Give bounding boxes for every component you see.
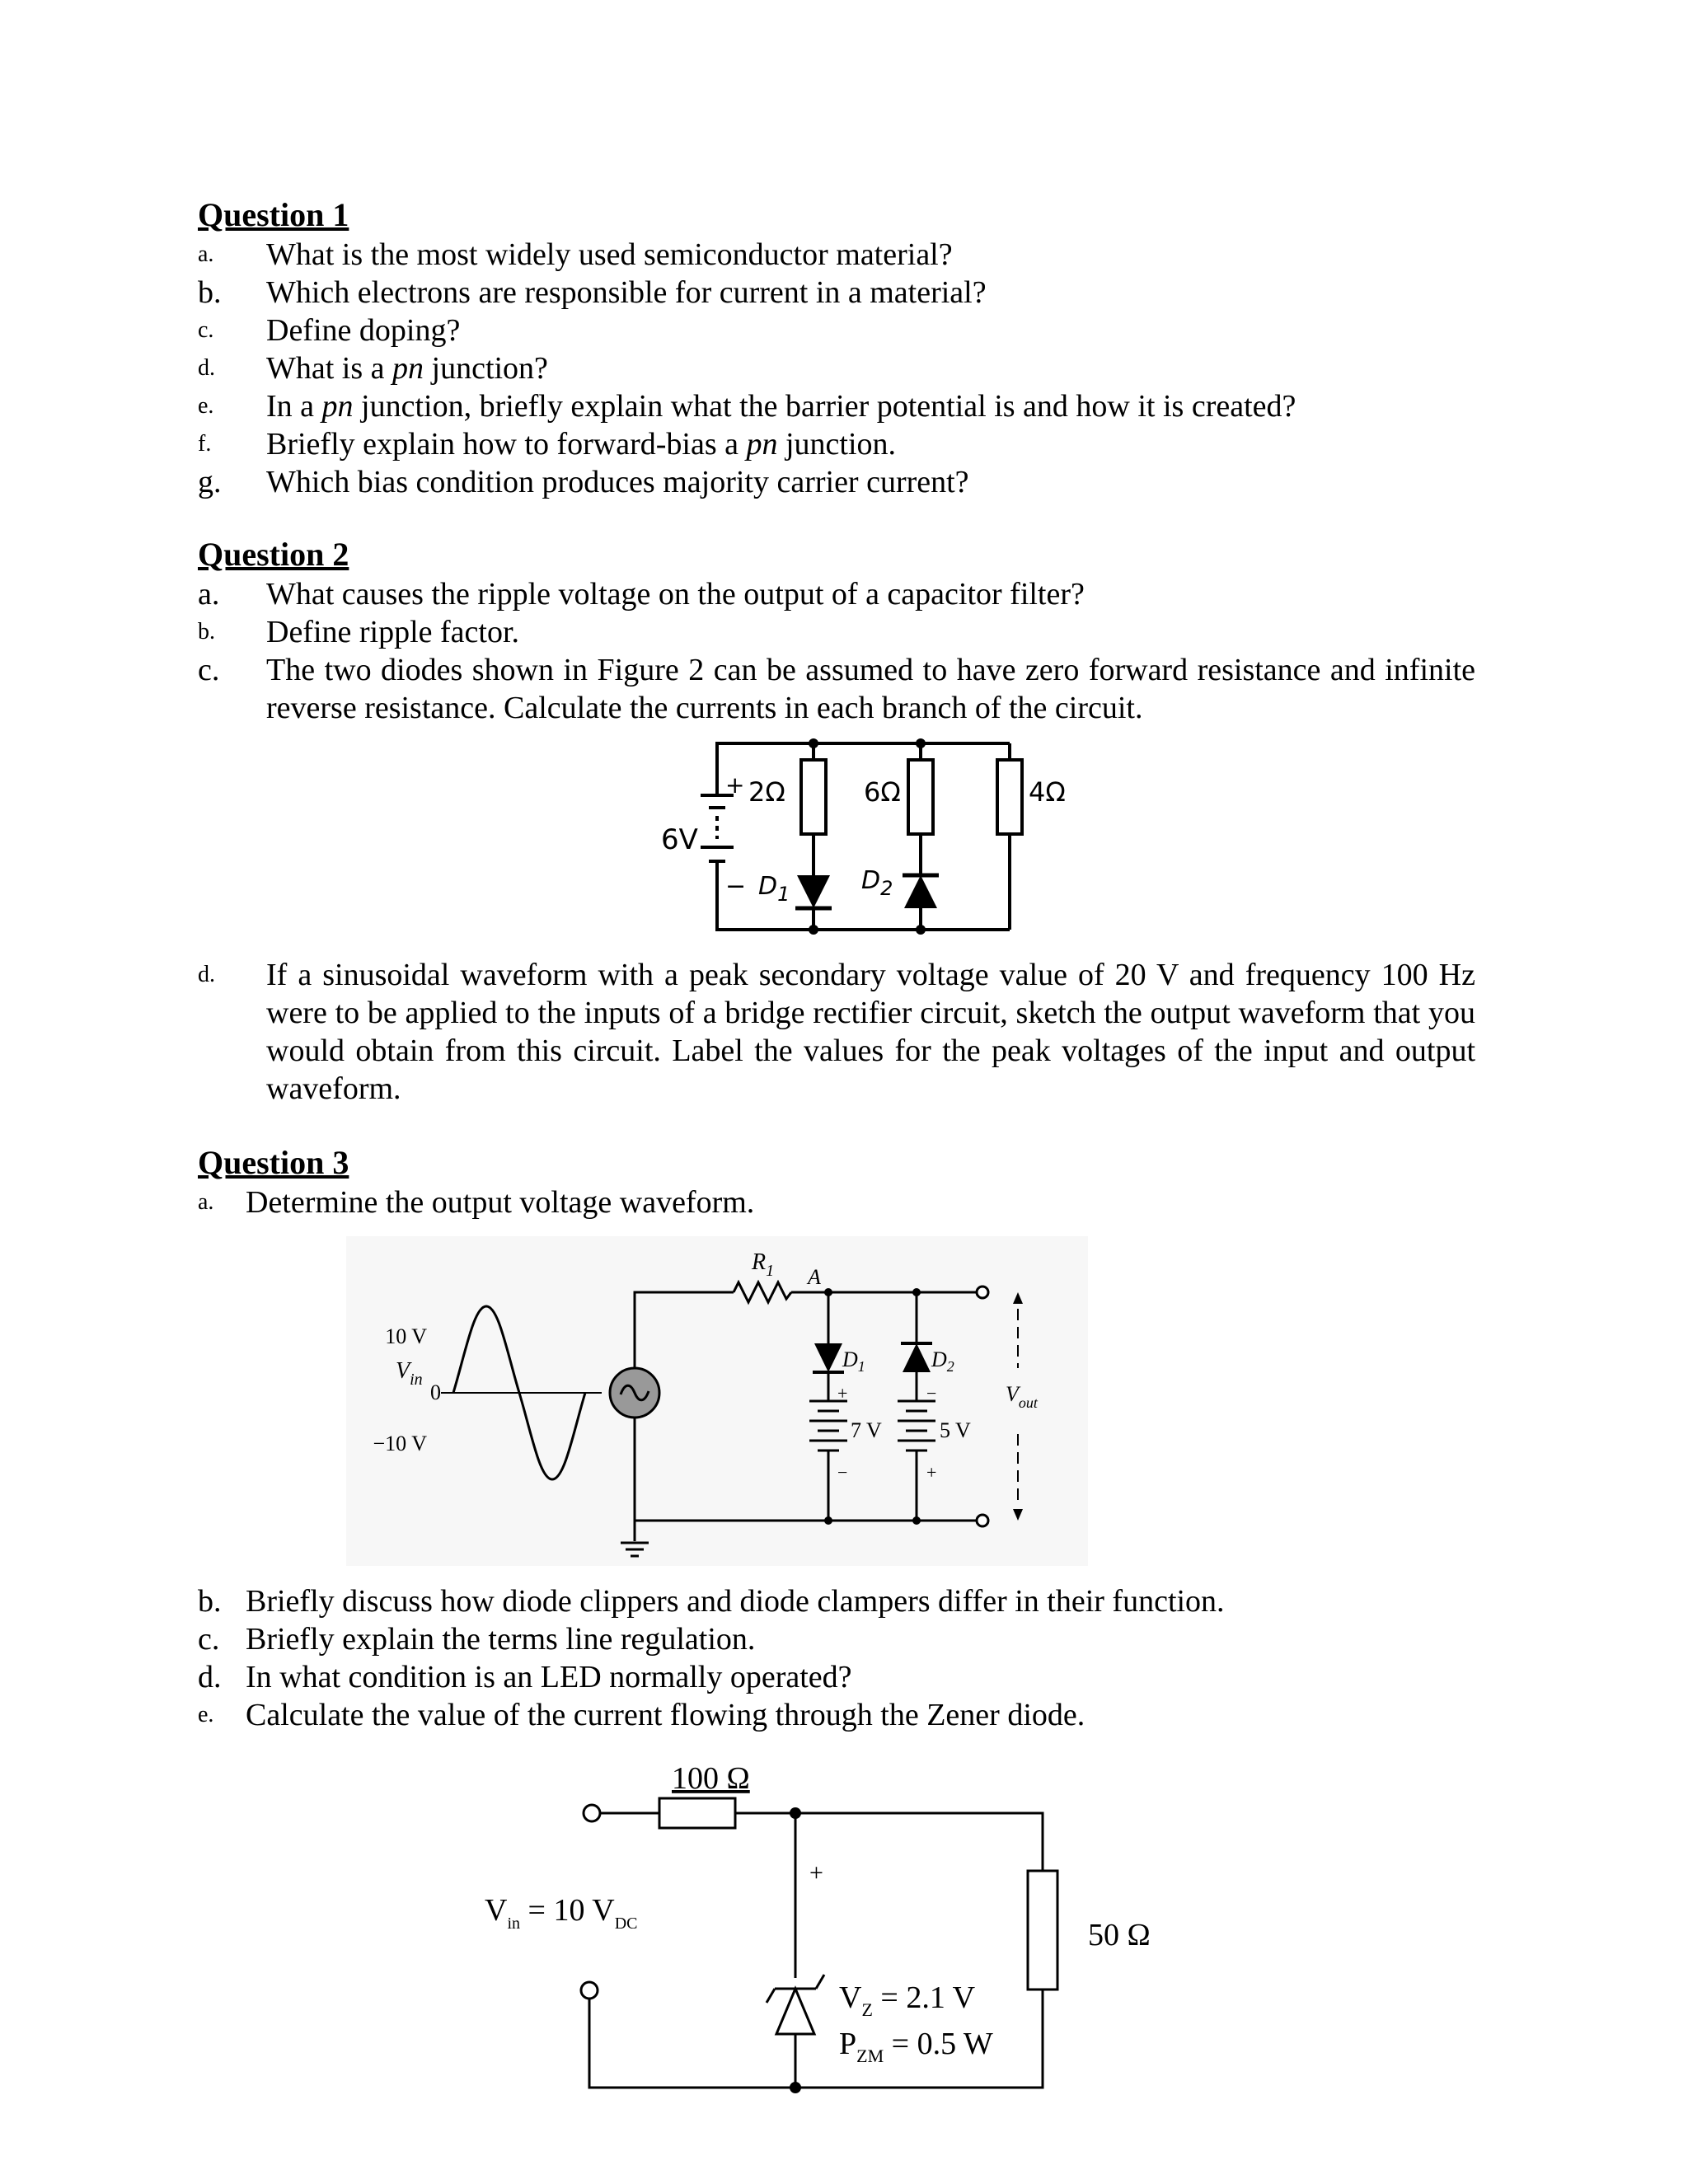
resistor-6-ohm: [908, 760, 933, 834]
q1-item-d: [198, 349, 1475, 387]
q2-item-a: [198, 575, 1475, 613]
figure-3e-zener-circuit: [462, 1755, 1187, 2110]
item-text: If a sinusoidal waveform with a peak secondary voltage value of 20 V and frequency 100 Hz were to be applied to the inputs of a bridge rectifier circuit, sketch the output waveform that you would obtain from this circuit. Label the values for the peak voltages of the input and output waveform.: [266, 958, 1475, 1106]
battery-minus-sign: −: [725, 872, 747, 901]
vin-zero: 0: [430, 1380, 441, 1404]
item-letter: f.: [198, 431, 212, 457]
circuit-wires: [717, 743, 1010, 930]
item-letter: d.: [198, 962, 215, 987]
item-letter: a.: [198, 577, 220, 612]
ac-source: [610, 1368, 659, 1418]
battery-label: 6V: [661, 823, 698, 856]
item-text: In what condition is an LED normally operated?: [246, 1660, 852, 1694]
diode-d2: [903, 875, 939, 908]
item-text: Briefly explain the terms line regulation.: [246, 1622, 756, 1657]
battery-plus-sign: +: [725, 771, 745, 799]
q3-item-c: [198, 1620, 1475, 1658]
q1-item-a: [198, 236, 1475, 274]
zener-diode: [767, 1975, 824, 2034]
vin-label: $V_{in}$: [396, 1358, 423, 1389]
resistor-50-ohm-label: 50 Ω: [1088, 1918, 1151, 1952]
vin-peak-negative: −10 V: [373, 1432, 427, 1455]
input-terminal-top: [584, 1805, 600, 1821]
item-text: Briefly explain how to forward-bias a pn junction.: [266, 427, 897, 462]
question-3-title: Question 3: [198, 1144, 349, 1181]
battery-5v-minus: −: [926, 1383, 937, 1404]
question-1-title: Question 1: [198, 196, 349, 233]
q3-item-d: [198, 1658, 1475, 1696]
figure-background: [346, 1236, 1088, 1566]
resistor-4-ohm-label: 4Ω: [1029, 776, 1066, 808]
resistor-100-ohm: [659, 1798, 735, 1828]
item-letter: c.: [198, 653, 220, 687]
item-text: Calculate the value of the current flowing through the Zener diode.: [246, 1698, 1085, 1732]
item-letter: e.: [198, 1702, 214, 1727]
q2-item-b: [198, 613, 1475, 651]
item-letter: b.: [198, 275, 222, 310]
d1-label: $D_1$: [842, 1347, 865, 1375]
resistor-100-ohm-label: 100 Ω: [672, 1761, 750, 1796]
item-letter: b.: [198, 619, 215, 644]
q2-item-d: [198, 956, 1475, 1108]
resistor-4-ohm: [997, 760, 1022, 834]
q3-item-e: [198, 1696, 1475, 1734]
battery-5v-plus: +: [926, 1462, 937, 1483]
figure-2-circuit: [643, 725, 1104, 940]
item-letter: d.: [198, 355, 215, 381]
node-a-label: A: [808, 1265, 821, 1289]
item-text: Which electrons are responsible for current in a material?: [266, 275, 987, 310]
q1-item-b: [198, 274, 1475, 312]
item-text: Define doping?: [266, 313, 461, 348]
battery-7v-plus: +: [837, 1383, 848, 1404]
diode-d1: [795, 875, 832, 908]
resistor-6-ohm-label: 6Ω: [864, 776, 901, 808]
item-text: Define ripple factor.: [266, 615, 520, 649]
item-letter: e.: [198, 393, 214, 419]
q3-item-a: [198, 1183, 1475, 1221]
resistor-50-ohm: [1028, 1871, 1057, 1990]
d2-label: $D_2$: [931, 1347, 954, 1375]
q1-item-c: [198, 312, 1475, 349]
item-text: The two diodes shown in Figure 2 can be assumed to have zero forward resistance and infinite reverse resistance. Calculate the currents in each branch of the circuit.: [266, 653, 1475, 725]
q1-item-f: [198, 425, 1475, 463]
item-letter: a.: [198, 241, 214, 267]
battery-6v: [701, 795, 734, 861]
item-letter: c.: [198, 1622, 220, 1657]
battery-7v-minus: −: [837, 1462, 848, 1483]
item-letter: a.: [198, 1189, 214, 1215]
item-letter: b.: [198, 1584, 222, 1619]
figure-3a-circuit: [346, 1236, 1088, 1566]
q3-item-b: [198, 1582, 1475, 1620]
battery-5v-label: 5 V: [940, 1418, 971, 1442]
item-text: Which bias condition produces majority carrier current?: [266, 465, 969, 499]
q1-item-e: [198, 387, 1475, 425]
input-terminal-bottom: [581, 1982, 598, 1999]
item-letter: g.: [198, 465, 222, 499]
item-text: Briefly discuss how diode clippers and diode clampers differ in their function.: [246, 1584, 1225, 1619]
battery-7v-label: 7 V: [851, 1418, 882, 1442]
vin-label: $V_{in} = 10$ $V_{DC}$: [485, 1893, 638, 1933]
resistor-2-ohm: [801, 760, 826, 834]
diode-d2-label: $D_2$: [861, 866, 893, 900]
zener-plus-sign: +: [809, 1859, 823, 1886]
q1-item-g: [198, 463, 1475, 501]
item-text: In a pn junction, briefly explain what the barrier potential is and how it is created?: [266, 389, 1296, 424]
item-letter: d.: [198, 1660, 222, 1694]
item-text: What is a pn junction?: [266, 351, 548, 386]
item-letter: c.: [198, 317, 214, 343]
zener-power-label: $P_{ZM} = 0.5$ W: [839, 2027, 993, 2066]
r1-label: $R_1$: [752, 1249, 775, 1280]
item-text: What is the most widely used semiconductor material?: [266, 237, 953, 272]
q2-item-c: [198, 651, 1475, 727]
vin-peak-positive: 10 V: [385, 1324, 427, 1348]
question-2-title: Question 2: [198, 536, 349, 573]
item-text: What causes the ripple voltage on the output of a capacitor filter?: [266, 577, 1085, 612]
resistor-2-ohm-label: 2Ω: [748, 776, 785, 808]
zener-voltage-label: $V_Z = 2.1$ V: [839, 1980, 976, 2020]
diode-d1-label: $D_1$: [758, 872, 790, 906]
item-text: Determine the output voltage waveform.: [246, 1185, 755, 1220]
vout-label: $V_{out}$: [1006, 1382, 1038, 1411]
